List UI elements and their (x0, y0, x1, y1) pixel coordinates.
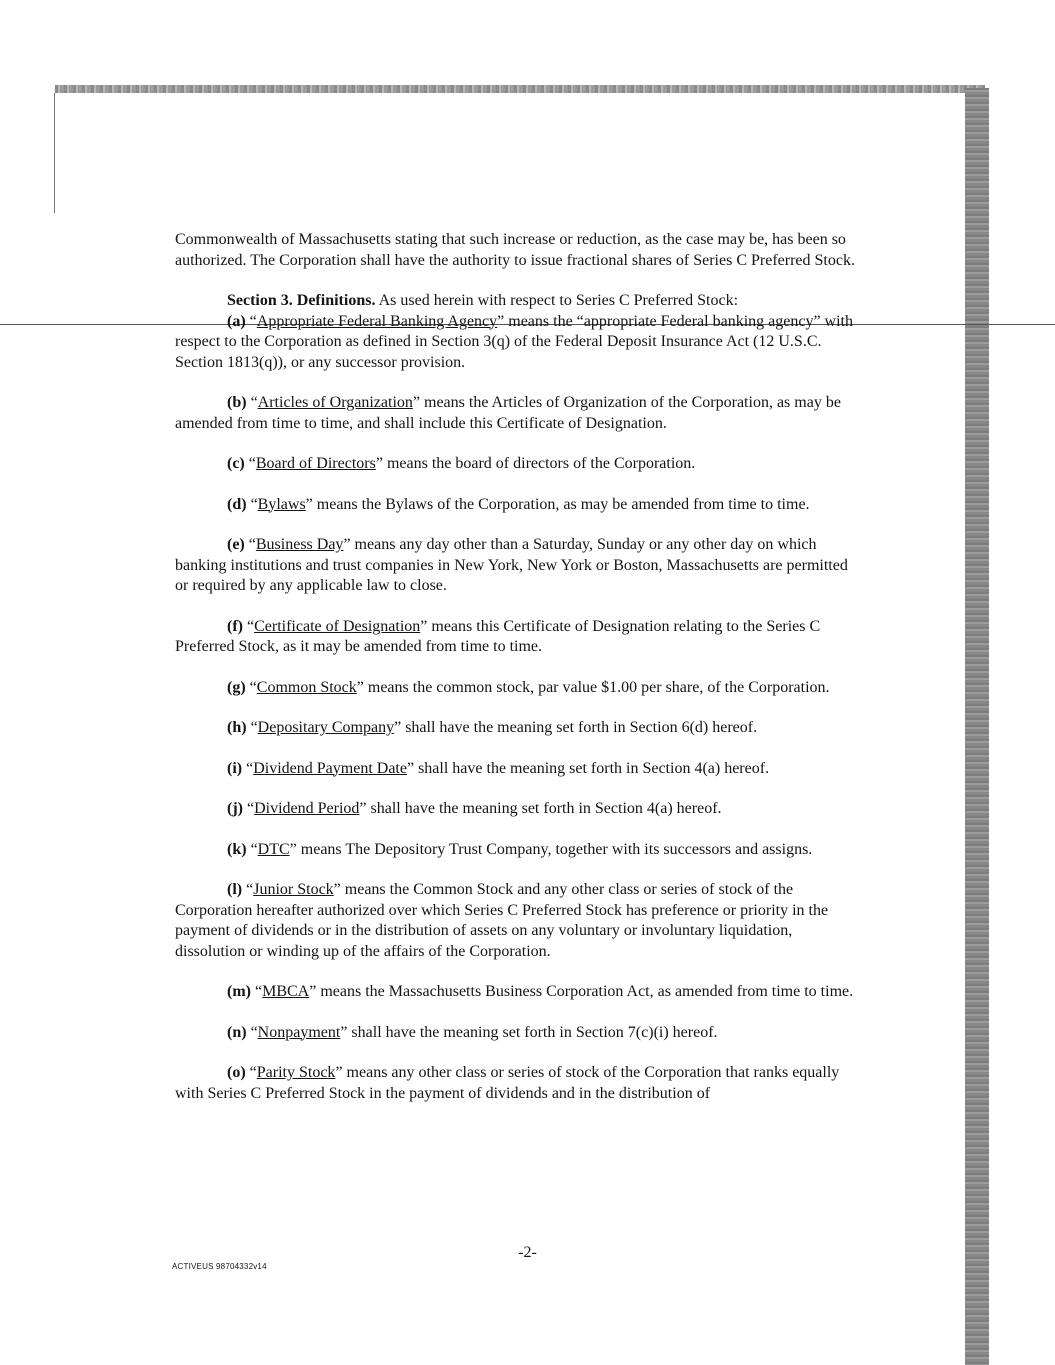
definition-item: (m) “MBCA” means the Massachusetts Business Corporation Act, as amended from time to time. (227, 983, 854, 1000)
definition-term: Business Day (255, 536, 344, 553)
definition-text: ” means the “appropriate Federal banking agency” with respect to the Corporation as defined in Section 3(q) of the Federal Deposit Insurance Act (12 U.S.C. Section 1813(q)), or any successor provision. (175, 312, 853, 371)
definition-letter: (l) (227, 881, 243, 898)
definition-letter: (c) (227, 455, 245, 472)
definition-letter: (h) (227, 719, 247, 736)
definition-text: ” means the Common Stock and any other class or series of stock of the Corporation hereafter authorized over which Series C Preferred Stock has preference or priority in the payment of dividends or in the distribution of assets on any voluntary or involuntary liquidation, dissolution or winding up of the affairs of the Corporation. (175, 881, 829, 960)
section-3-text: As used herein with respect to Series C Preferred Stock: (378, 292, 739, 309)
definition-item: (a) “Appropriate Federal Banking Agency” means the “appropriate Federal banking agency” with respect to the Corporation as defined in Section 3(q) of the Federal Deposit Insurance Act (12 U.S.C. Section 1813(q)), or any successor provision. (175, 312, 853, 371)
definition-text: ” means the Bylaws of the Corporation, as may be amended from time to time. (305, 495, 810, 513)
definition-letter: (k) (227, 840, 247, 858)
definition-item: (k) “DTC” means The Depository Trust Company, together with its successors and assigns. (227, 840, 813, 858)
definition-text: ” means this Certificate of Designation relating to the Series C Preferred Stock, as it may be amended from time to time. (175, 617, 821, 655)
definition-term: Junior Stock (253, 881, 334, 898)
definition-item: (g) “Common Stock” means the common stock, par value $1.00 per share, of the Corporation. (227, 678, 830, 696)
definition-letter: (e) (227, 536, 245, 553)
definition-text: ” shall have the meaning set forth in Section 7(c)(i) hereof. (340, 1023, 718, 1041)
definition-term: Nonpayment (257, 1023, 341, 1041)
definition-letter: (n) (227, 1023, 247, 1041)
section-3-label: Section 3. Definitions. (227, 292, 376, 309)
definition-term: Certificate of Designation (254, 617, 421, 635)
definition-term: Dividend Period (254, 800, 360, 817)
page-number: -2- (518, 1244, 537, 1261)
definition-item: (c) “Board of Directors” means the board of directors of the Corporation. (227, 455, 696, 472)
definition-letter: (d) (227, 495, 247, 513)
definition-text: ” means any day other than a Saturday, Sunday or any other day on which banking institutions and trust companies in New York, New York or Boston, Massachusetts are permitted or required by any applicable law to close. (175, 536, 848, 594)
definition-item: (j) “Dividend Period” shall have the meaning set forth in Section 4(a) hereof. (227, 800, 722, 817)
definition-letter: (i) (227, 759, 243, 777)
definition-item: (b) “Articles of Organization” means the Articles of Organization of the Corporation, as may be amended from time to time, and shall include this Certificate of Designation. (175, 394, 841, 432)
definitions-list (175, 312, 865, 1105)
definition-item: (l) “Junior Stock” means the Common Stock and any other class or series of stock of the Corporation hereafter authorized over which Series C Preferred Stock has preference or priority in the payment of dividends or in the distribution of assets on any voluntary or involuntary liquidation, dissolution or winding up of the affairs of the Corporation. (175, 881, 829, 960)
definition-term: Appropriate Federal Banking Agency (256, 312, 498, 330)
definition-text: ” shall have the meaning set forth in Section 4(a) hereof. (359, 800, 722, 817)
definition-term: Parity Stock (256, 1064, 336, 1081)
definition-text: ” means the board of directors of the Corporation. (375, 455, 696, 472)
definition-letter: (g) (227, 678, 246, 696)
definition-letter: (m) (227, 983, 251, 1000)
definition-item: (d) “Bylaws” means the Bylaws of the Corporation, as may be amended from time to time. (227, 495, 810, 513)
definition-item: (h) “Depositary Company” shall have the meaning set forth in Section 6(d) hereof. (227, 719, 758, 736)
definition-text: ” means The Depository Trust Company, together with its successors and assigns. (289, 840, 813, 858)
definition-text: ” shall have the meaning set forth in Section 6(d) hereof. (394, 719, 758, 736)
scan-left-edge (54, 93, 55, 213)
definition-letter: (a) (227, 312, 246, 330)
definition-term: Depositary Company (257, 719, 395, 736)
definition-letter: (f) (227, 617, 243, 635)
definition-term: MBCA (262, 983, 310, 1000)
definition-letter: (j) (227, 800, 243, 817)
definition-item: (o) “Parity Stock” means any other class or series of stock of the Corporation that ranks equally with Series C Preferred Stock in the payment of dividends and in the distribution of (175, 1064, 840, 1102)
definition-letter: (o) (227, 1064, 246, 1081)
definition-item: (n) “Nonpayment” shall have the meaning set forth in Section 7(c)(i) hereof. (227, 1023, 718, 1041)
intro-paragraph: Commonwealth of Massachusetts stating that such increase or reduction, as the case may be, has been so authorized. The Corporation shall have the authority to issue fractional shares of Series C Preferred Stock. (175, 231, 855, 269)
scan-top-border (55, 85, 985, 93)
definition-text: ” means the common stock, par value $1.00 per share, of the Corporation. (356, 678, 830, 696)
document-body (175, 230, 865, 1124)
definition-term: Board of Directors (255, 455, 376, 472)
definition-text: ” means any other class or series of stock of the Corporation that ranks equally with Series C Preferred Stock in the payment of dividends and in the distribution of (175, 1064, 840, 1102)
definition-letter: (b) (227, 394, 247, 411)
definition-text: ” shall have the meaning set forth in Section 4(a) hereof. (406, 759, 770, 777)
definition-term: Common Stock (256, 678, 357, 696)
definition-item: (i) “Dividend Payment Date” shall have the meaning set forth in Section 4(a) hereof. (227, 759, 770, 777)
definition-term: DTC (257, 840, 290, 858)
definition-item: (e) “Business Day” means any day other than a Saturday, Sunday or any other day on which banking institutions and trust companies in New York, New York or Boston, Massachusetts are permitted or required by any applicable law to close. (175, 536, 848, 594)
definition-term: Bylaws (257, 495, 306, 513)
definition-term: Dividend Payment Date (253, 759, 407, 777)
document-id: ACTIVEUS 98704332v14 (172, 1262, 267, 1271)
definition-text: ” means the Articles of Organization of the Corporation, as may be amended from time to time, and shall include this Certificate of Designation. (175, 394, 841, 432)
scan-right-border (965, 88, 989, 1365)
section-3-heading (175, 291, 865, 312)
definition-item: (f) “Certificate of Designation” means this Certificate of Designation relating to the Series C Preferred Stock, as it may be amended from time to time. (175, 617, 821, 655)
definition-text: ” means the Massachusetts Business Corporation Act, as amended from time to time. (309, 983, 854, 1000)
definition-term: Articles of Organization (257, 394, 413, 411)
